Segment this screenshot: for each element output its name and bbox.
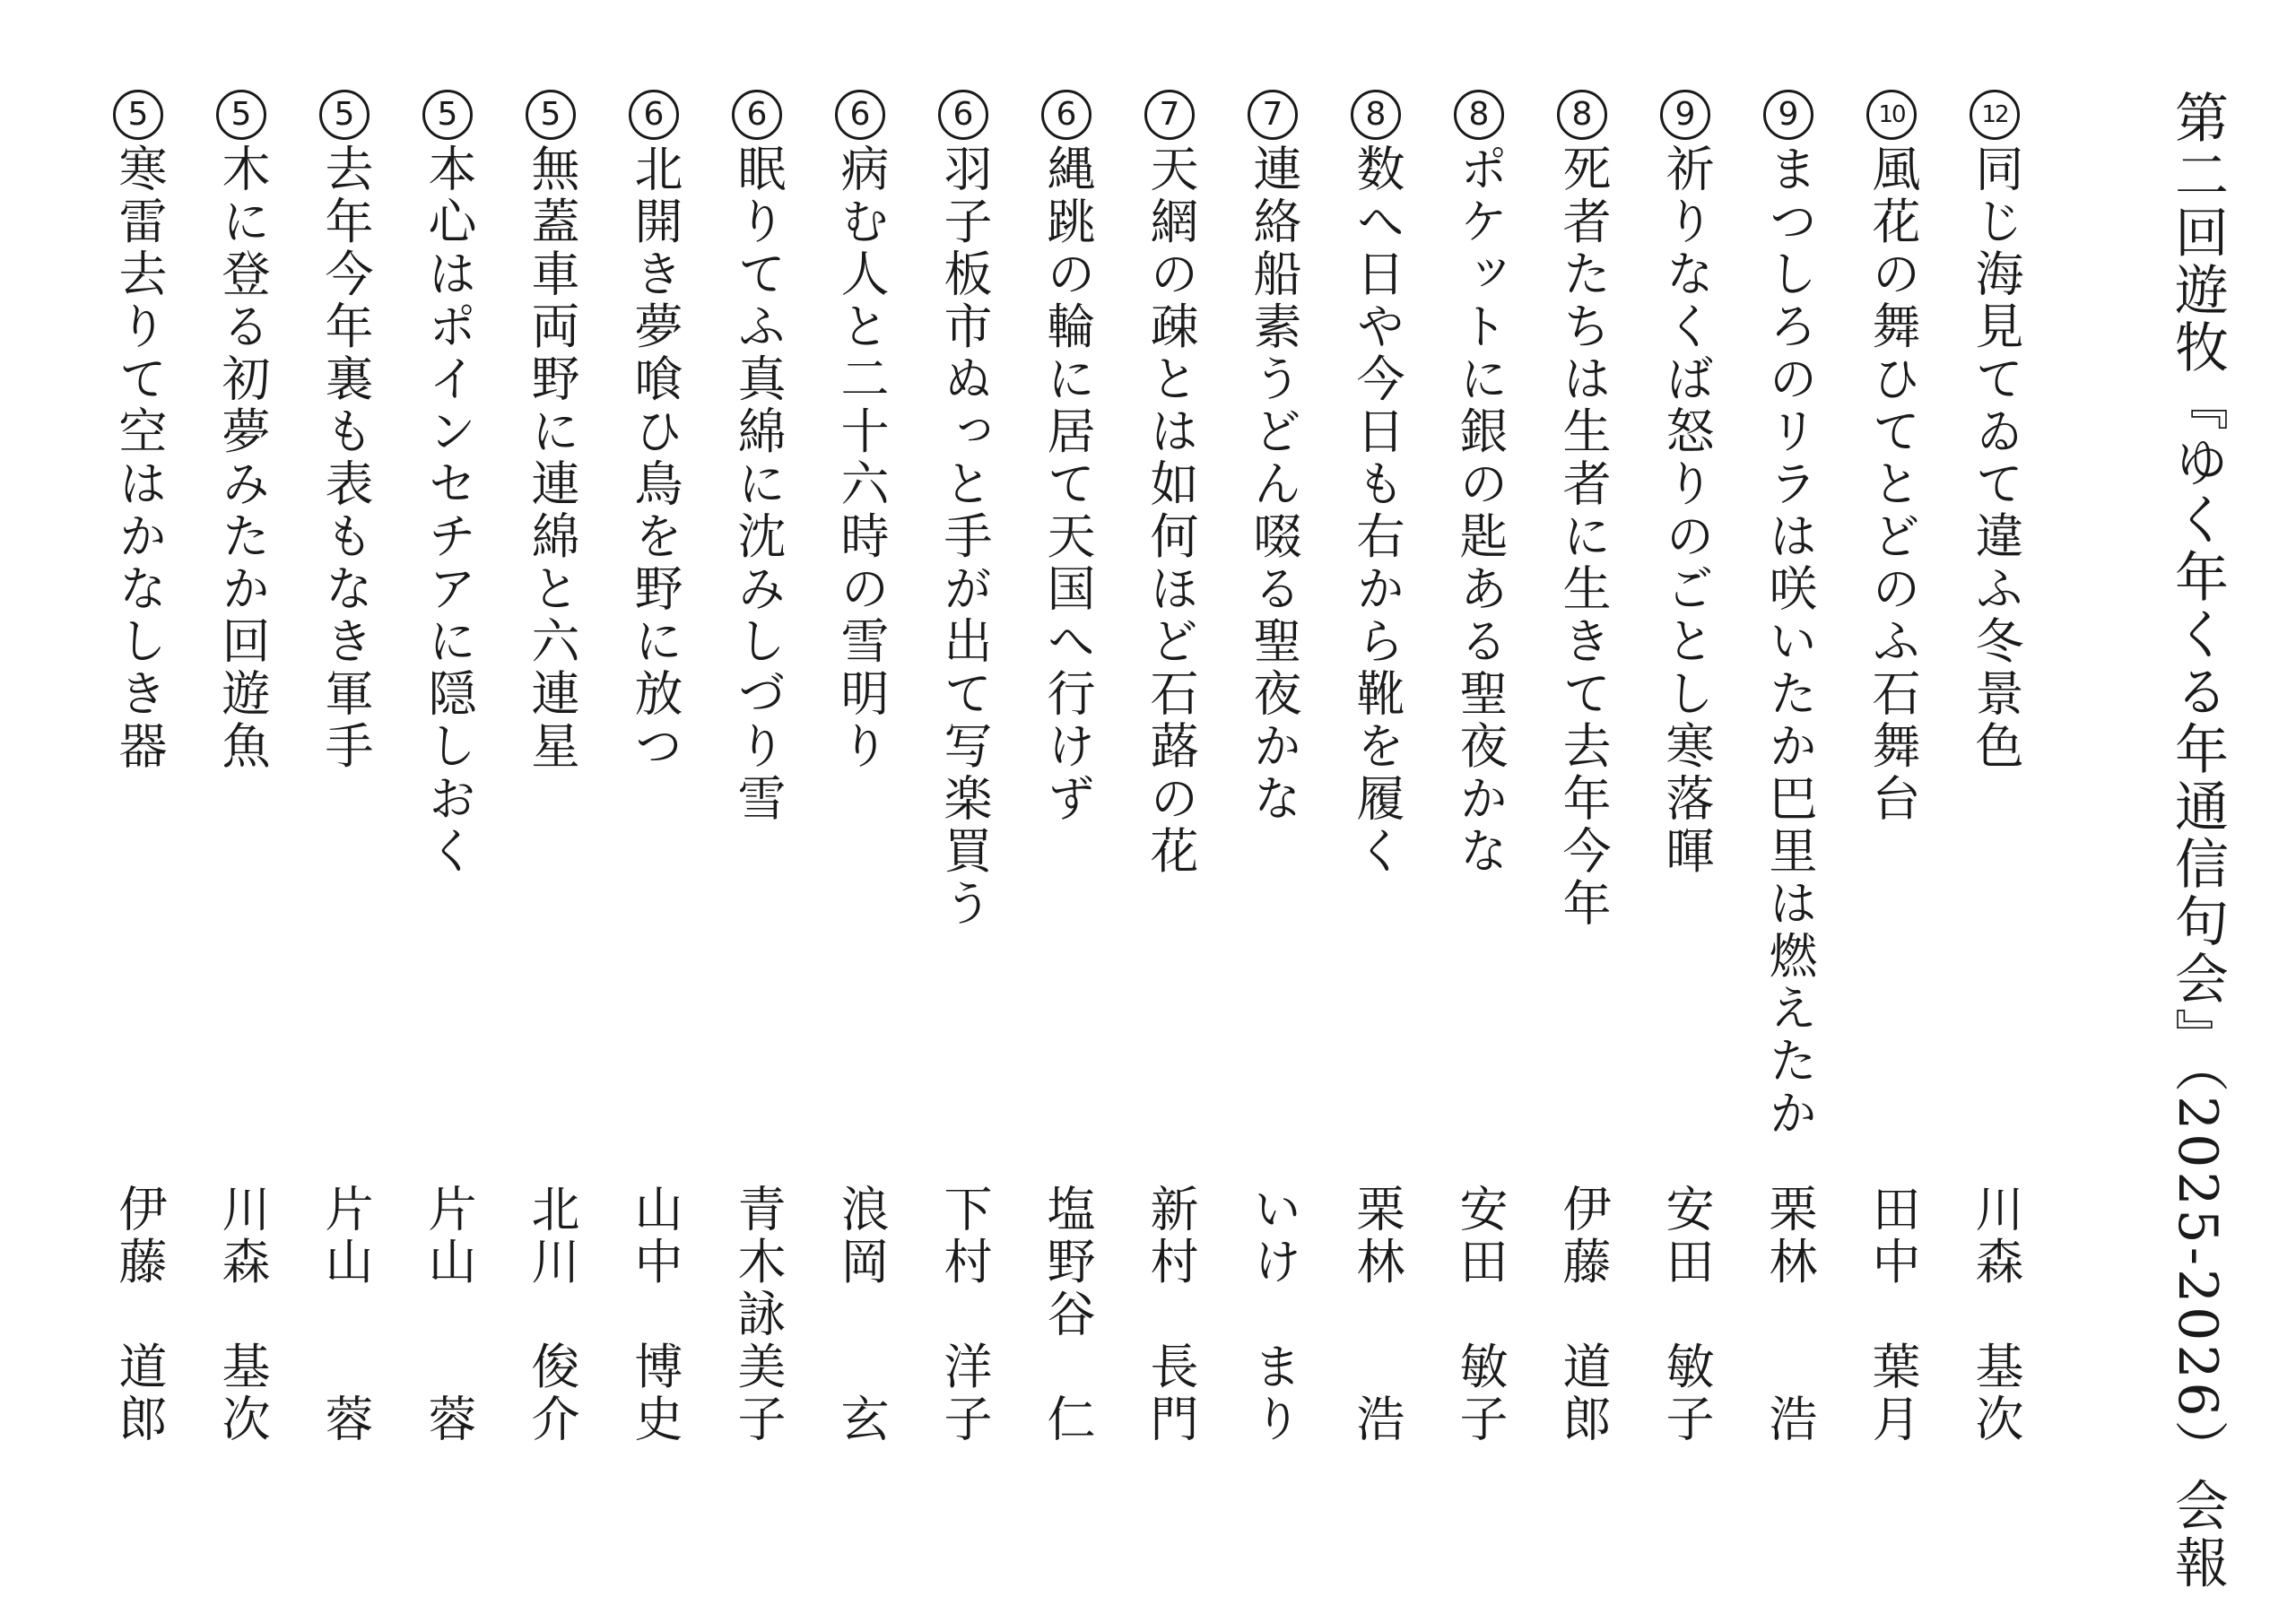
score-badge: 5 [422, 90, 473, 140]
score-badge: 7 [1144, 90, 1195, 140]
author-name: 下村 洋子 [936, 1184, 993, 1446]
score-badge: 8 [1557, 90, 1607, 140]
haiku-text: ポケットに銀の匙ある聖夜かな [1452, 143, 1509, 878]
haiku-text: 羽子板市ぬっと手が出て写楽買う [936, 143, 993, 931]
score-badge: 7 [1248, 90, 1298, 140]
haiku-text: 北開き夢喰ひ鳥を野に放つ [627, 143, 683, 773]
author-name: 栗林 浩 [1349, 1184, 1405, 1446]
score-badge: 10 [1866, 90, 1917, 140]
score-badge: 6 [1041, 90, 1091, 140]
score-badge: 6 [732, 90, 782, 140]
author-name: 片山 蓉 [317, 1184, 374, 1446]
score-badge: 8 [1454, 90, 1504, 140]
score-badge: 6 [629, 90, 679, 140]
haiku-text: 祈りなくば怒りのごとし寒落暉 [1658, 143, 1715, 878]
score-badge: 5 [526, 90, 576, 140]
author-name: 北川 俊介 [524, 1184, 580, 1446]
score-badge: 6 [835, 90, 885, 140]
score-badge: 5 [113, 90, 163, 140]
haiku-text: 連絡船素うどん啜る聖夜かな [1246, 143, 1302, 826]
author-name: 片山 蓉 [421, 1184, 477, 1446]
author-name: 山中 博史 [627, 1184, 683, 1446]
haiku-text: 天網の疎とは如何ほど石蕗の花 [1143, 143, 1199, 878]
author-name: 栗林 浩 [1761, 1184, 1818, 1446]
author-name: 塩野谷 仁 [1039, 1184, 1096, 1446]
haiku-text: 本心はポインセチアに隠しおく [421, 143, 477, 878]
score-badge: 9 [1660, 90, 1710, 140]
haiku-text: 木に登る初夢みたか回遊魚 [214, 143, 271, 773]
author-name: 伊藤 道郎 [111, 1184, 168, 1446]
author-name: 伊藤 道郎 [1555, 1184, 1612, 1446]
author-name: いけ まり [1246, 1184, 1302, 1446]
score-badge: 9 [1763, 90, 1813, 140]
author-name: 川森 基次 [1968, 1184, 2024, 1446]
haiku-text: 同じ海見てゐて違ふ冬景色 [1968, 143, 2024, 773]
score-badge: 5 [216, 90, 266, 140]
page-title: 第二回遊牧『ゆく年くる年通信句会』（2025-2026）会報 [2166, 90, 2229, 1593]
haiku-text: 無蓋車両野に連綿と六連星 [524, 143, 580, 773]
author-name: 川森 基次 [214, 1184, 271, 1446]
score-badge: 6 [938, 90, 988, 140]
haiku-text: 眠りてふ真綿に沈みしづり雪 [730, 143, 787, 826]
haiku-text: 寒雷去りて空はかなしき器 [111, 143, 168, 773]
author-name: 浪岡 玄 [833, 1184, 890, 1446]
score-badge: 12 [1970, 90, 2020, 140]
author-name: 青木詠美子 [730, 1184, 787, 1446]
score-badge: 8 [1351, 90, 1401, 140]
author-name: 新村 長門 [1143, 1184, 1199, 1446]
haiku-text: 死者たちは生者に生きて去年今年 [1555, 143, 1612, 931]
author-name: 安田 敏子 [1658, 1184, 1715, 1446]
haiku-text: まつしろのリラは咲いたか巴里は燃えたか [1761, 143, 1818, 1141]
score-badge: 5 [319, 90, 370, 140]
author-name: 安田 敏子 [1452, 1184, 1509, 1446]
haiku-text: 去年今年裏も表もなき軍手 [317, 143, 374, 773]
author-name: 田中 葉月 [1865, 1184, 1921, 1446]
haiku-text: 縄跳の輪に居て天国へ行けず [1039, 143, 1096, 826]
haiku-text: 病む人と二十六時の雪明り [833, 143, 890, 773]
haiku-text: 数へ日や今日も右から靴を履く [1349, 143, 1405, 878]
haiku-text: 風花の舞ひてとどのふ石舞台 [1865, 143, 1921, 826]
